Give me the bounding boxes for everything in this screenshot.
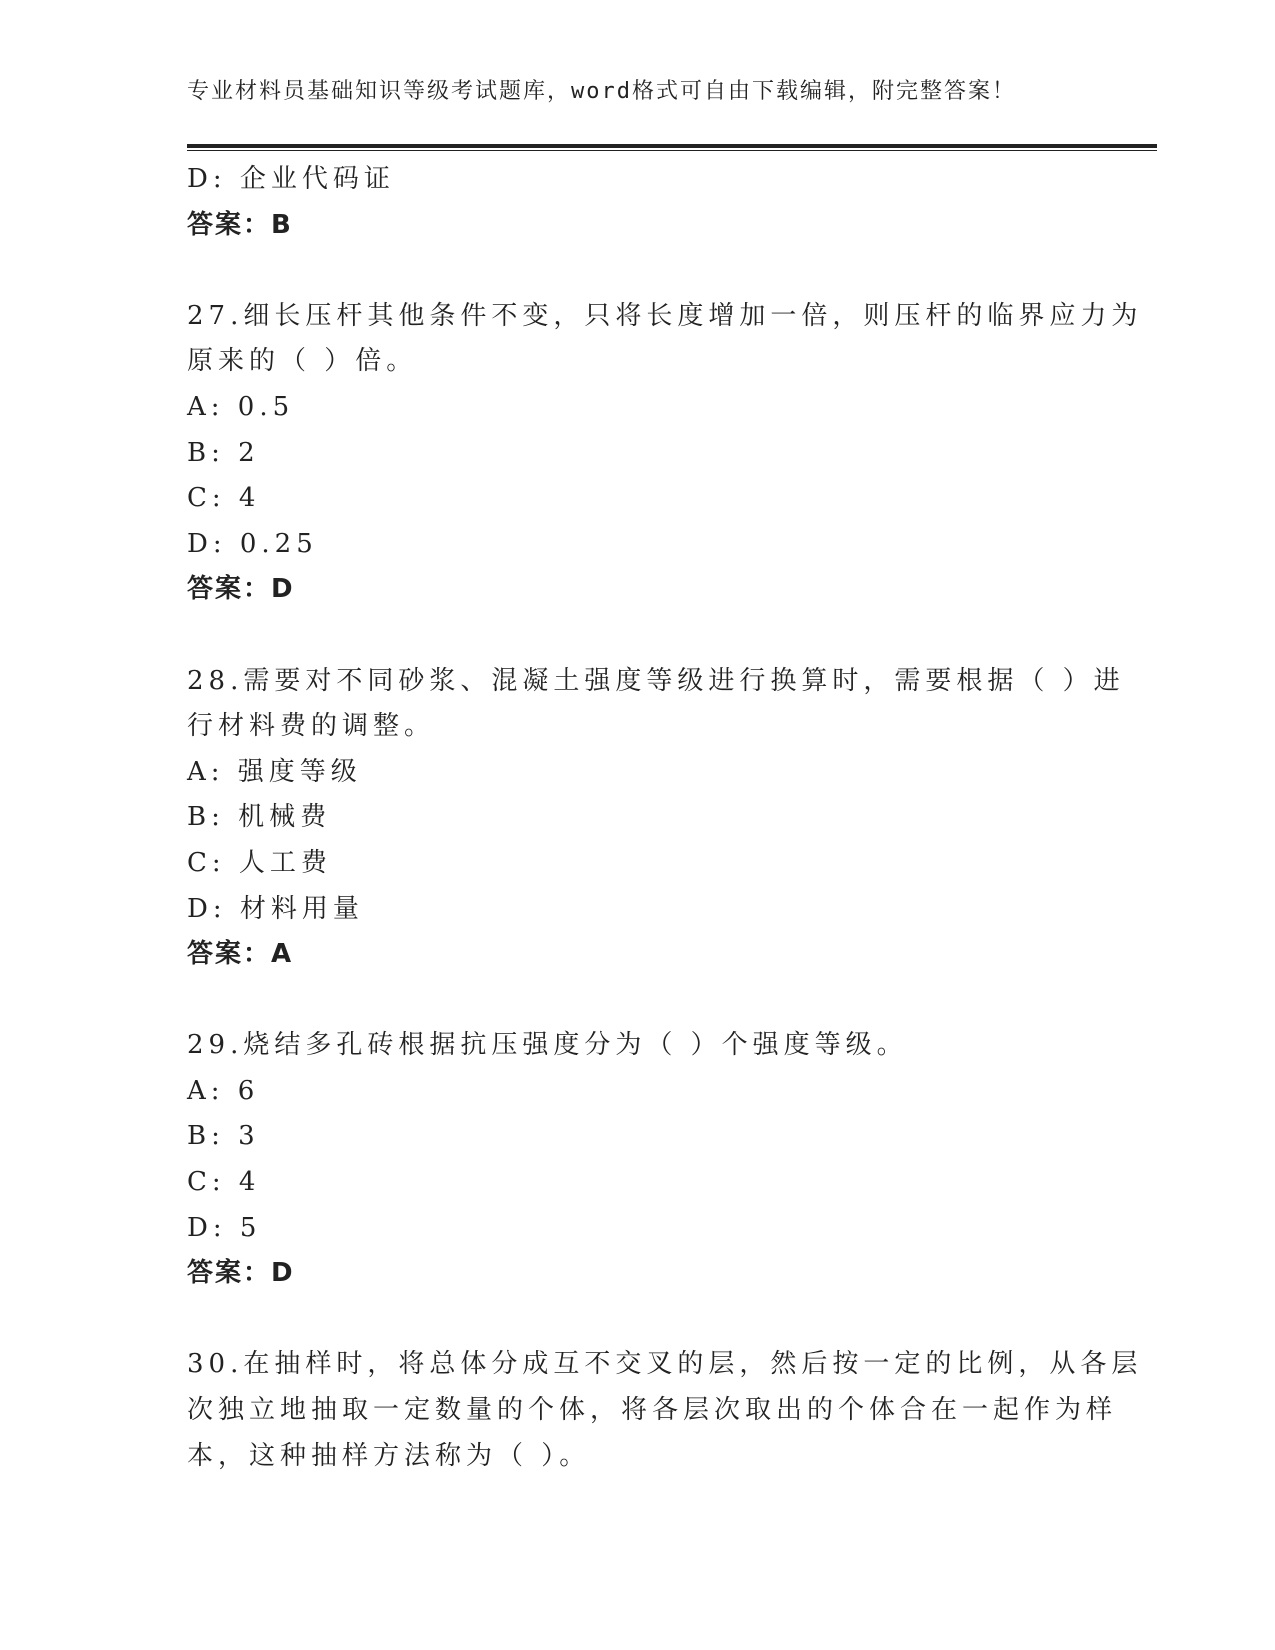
option-d: D: 企业代码证 xyxy=(187,164,395,194)
header-rule-thin xyxy=(187,150,1157,151)
option-d: D: 5 xyxy=(187,1212,262,1243)
option-a: A: 0.5 xyxy=(187,391,295,422)
question-text: 次独立地抽取一定数量的个体，将各层次取出的个体合在一起作为样 xyxy=(187,1395,1118,1426)
header-rule-thick xyxy=(187,144,1157,148)
option-a: A: 强度等级 xyxy=(187,756,362,787)
question-text: 27.细长压杆其他条件不变，只将长度增加一倍，则压杆的临界应力为 xyxy=(187,300,1143,331)
question-content xyxy=(187,157,1143,1479)
question-text: 本，这种抽样方法称为（ ）。 xyxy=(187,1440,591,1471)
option-c: C: 4 xyxy=(187,483,261,514)
question-30 xyxy=(187,1342,1143,1479)
spacer xyxy=(187,1297,1087,1343)
question-text: 30.在抽样时，将总体分成互不交叉的层，然后按一定的比例，从各层 xyxy=(187,1349,1143,1380)
option-d: D: 0.25 xyxy=(187,528,318,559)
option-b: B: 2 xyxy=(187,437,260,468)
question-text: 行材料费的调整。 xyxy=(187,711,436,742)
question-text: 29.烧结多孔砖根据抗压强度分为（ ）个强度等级。 xyxy=(187,1030,908,1061)
option-c: C: 人工费 xyxy=(187,847,332,878)
spacer xyxy=(187,978,1087,1024)
option-b: B: 3 xyxy=(187,1121,260,1152)
spacer xyxy=(187,613,1087,659)
option-c: C: 4 xyxy=(187,1167,261,1198)
answer: 答案：D xyxy=(187,1258,295,1289)
option-a: A: 6 xyxy=(187,1075,260,1106)
answer: 答案：A xyxy=(187,939,294,970)
question-text: 原来的（ ）倍。 xyxy=(187,346,418,377)
page-header: 专业材料员基础知识等级考试题库，word格式可自由下载编辑，附完整答案！ xyxy=(187,79,1016,104)
question-27 xyxy=(187,294,1143,613)
option-d: D: 材料用量 xyxy=(187,893,364,924)
question-28 xyxy=(187,659,1125,978)
question-29 xyxy=(187,1023,1087,1297)
option-b: B: 机械费 xyxy=(187,802,332,833)
answer: 答案：B xyxy=(187,209,293,240)
answer: 答案：D xyxy=(187,574,295,605)
question-text: 28.需要对不同砂浆、混凝土强度等级进行换算时，需要根据（ ）进 xyxy=(187,665,1125,696)
spacer xyxy=(187,248,1087,294)
